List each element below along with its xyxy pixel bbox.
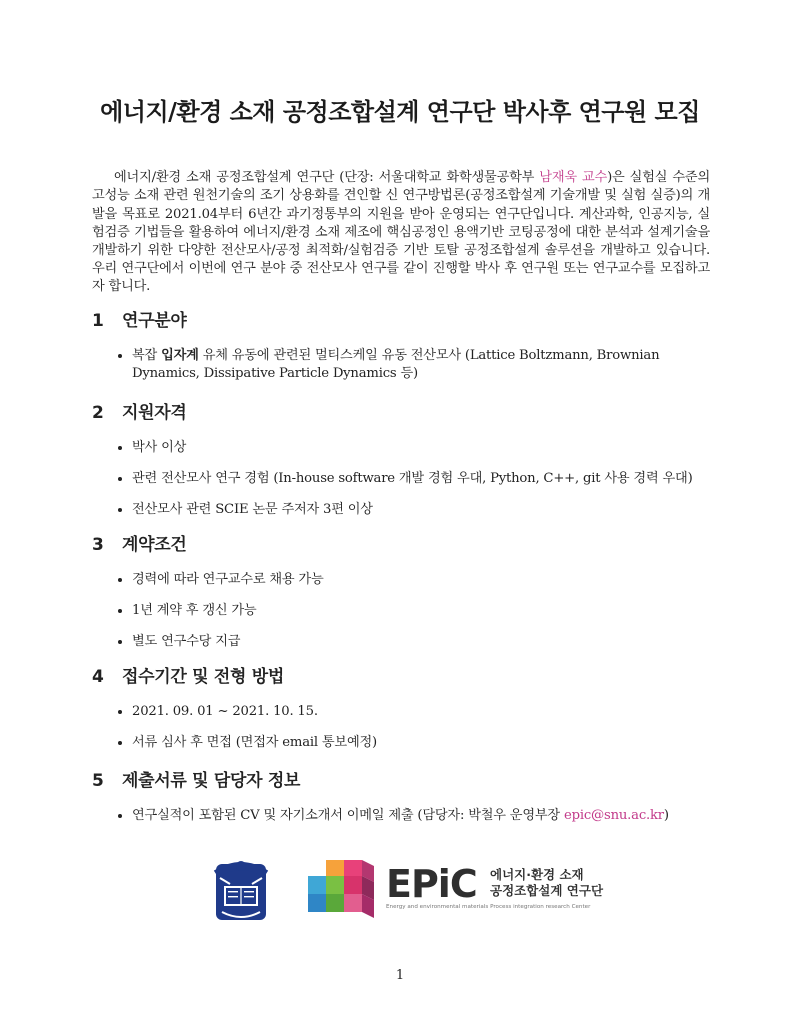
section-title: 계약조건 — [122, 535, 187, 555]
section-application-period — [92, 662, 712, 765]
section-list — [92, 439, 712, 519]
section-title: 제출서류 및 담당자 정보 — [122, 771, 301, 791]
epic-wordmark: EPiC — [386, 862, 477, 906]
intro-paragraph — [92, 169, 710, 296]
bullet-icon — [118, 814, 122, 818]
section-contract-terms — [92, 530, 712, 664]
page-number: 1 — [395, 968, 405, 983]
bullet-icon — [118, 477, 122, 481]
list-item: 복잡 입자계 유체 유동에 관련된 멀티스케일 유동 전산모사 (Lattice Boltzmann, Brownian Dynamics, Dissipative Particle Dynamics 등) — [92, 347, 712, 383]
list-item: 2021. 09. 01 ~ 2021. 10. 15. — [92, 703, 712, 721]
list-item: 관련 전산모사 연구 경험 (In-house software 개발 경험 우대, Python, C++, git 사용 경력 우대) — [92, 470, 712, 488]
section-number: 5 — [92, 771, 104, 791]
snu-emblem-icon — [206, 856, 276, 926]
bullet-icon — [118, 446, 122, 450]
director-link[interactable]: 남재욱 교수 — [539, 170, 608, 186]
intro-text-start: 에너지/환경 소재 공정조합설계 연구단 (단장: 서울대학교 화학생물공학부 — [114, 170, 540, 186]
section-research-field — [92, 306, 712, 396]
list-item: 서류 심사 후 면접 (면접자 email 통보예정) — [92, 734, 712, 752]
epic-korean-name: 에너지·환경 소재 공정조합설계 연구단 — [490, 867, 604, 898]
section-number: 1 — [92, 311, 104, 331]
emphasis-text: 입자계 — [161, 348, 199, 363]
epic-cube-logo-icon — [304, 856, 378, 922]
section-title: 접수기간 및 전형 방법 — [122, 667, 284, 687]
intro-text-end: )은 실험실 수준의 고성능 소재 관련 원천기술의 조기 상용화를 견인할 신 연구방법론(공정조합설계 기술개발 및 실험 실증)의 개발을 목표로 2021.04부터 6년간 과기정통부의 지원을 받아 운영되는 연구단입니다. 계산과학, 인공지능, 실험검증 기법들을 활용하여 에너지/환경 소재 제조에 핵심공정인 용액기반 코팅공정에 대한 분석과 설계기술을 개발하기 위한 다양한 전산모사/공정 최적화/실험검증 기반 토탈 공정조합설계 솔루션을 개발하고 있습니다. 우리 연구단에서 이번에 연구 분야 중 전산모사 연구를 같이 진행할 박사 후 연구원 또는 연구교수를 모집하고자 합니다. — [92, 170, 711, 295]
section-qualifications — [92, 398, 712, 532]
section-title: 지원자격 — [122, 403, 187, 423]
section-number: 3 — [92, 535, 104, 555]
bullet-icon — [118, 354, 122, 358]
list-item: 전산모사 관련 SCIE 논문 주저자 3편 이상 — [92, 501, 712, 519]
list-item: 별도 연구수당 지급 — [92, 633, 712, 651]
section-number: 2 — [92, 403, 104, 423]
list-item: 연구실적이 포함된 CV 및 자기소개서 이메일 제출 (담당자: 박철우 운영부장 epic@snu.ac.kr) — [92, 807, 712, 825]
bullet-icon — [118, 508, 122, 512]
bullet-icon — [118, 741, 122, 745]
section-title: 연구분야 — [122, 311, 187, 331]
section-list — [92, 571, 712, 651]
epic-english-name: Energy and environmental materials Process integration research Center — [386, 904, 591, 910]
bullet-icon — [118, 609, 122, 613]
section-list — [92, 703, 712, 752]
bullet-icon — [118, 578, 122, 582]
section-number: 4 — [92, 667, 104, 687]
section-list — [92, 347, 712, 383]
section-submission-info — [92, 766, 712, 838]
list-item: 1년 계약 후 갱신 가능 — [92, 602, 712, 620]
section-list — [92, 807, 712, 825]
document-title: 에너지/환경 소재 공정조합설계 연구단 박사후 연구원 모집 — [100, 97, 700, 126]
bullet-icon — [118, 710, 122, 714]
contact-email-link[interactable]: epic@snu.ac.kr — [563, 808, 664, 823]
bullet-icon — [118, 640, 122, 644]
list-item: 경력에 따라 연구교수로 채용 가능 — [92, 571, 712, 589]
list-item: 박사 이상 — [92, 439, 712, 457]
logo-bar — [0, 850, 800, 930]
